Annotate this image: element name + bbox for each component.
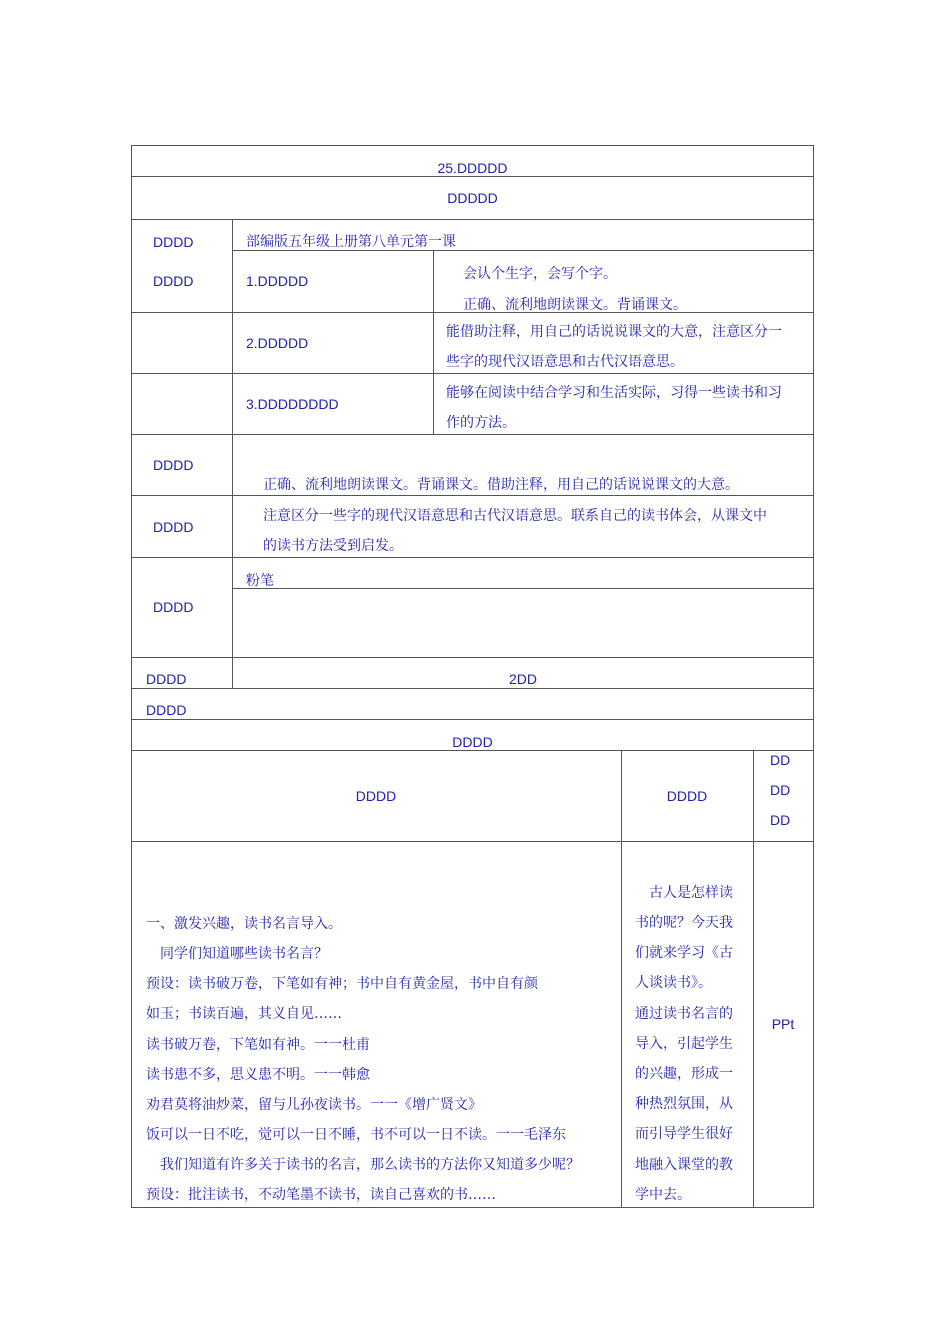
goal-3-line-2: 作的方法。	[446, 415, 516, 431]
intent-line: 导入，引起学生	[635, 1036, 733, 1052]
row-divider	[131, 495, 814, 496]
activity-line: 读书破万卷，下笔如有神。一一杜甫	[146, 1037, 370, 1053]
textbook-value: 部编版五年级上册第八单元第一课	[246, 234, 456, 250]
intent-line: 古人是怎样读	[635, 885, 733, 901]
difficult-points-line-2: 的读书方法受到启发。	[263, 538, 403, 554]
row-divider	[131, 557, 814, 558]
lesson-subtitle: DDDDD	[447, 190, 498, 206]
activity-line: 劝君莫将油炒菜，留与儿孙夜读书。一一《增广贤文》	[146, 1097, 482, 1113]
difficult-points-line-1: 注意区分一些字的现代汉语意思和古代汉语意思。联系自己的读书体会，从课文中	[263, 508, 767, 524]
activity-line: 同学们知道哪些读书名言？	[146, 946, 328, 962]
intent-line: 们就来学习《古	[635, 945, 733, 961]
row-divider	[131, 219, 814, 220]
textbook-label: DDDD	[153, 234, 194, 250]
intent-line: 书的呢？今天我	[635, 915, 733, 931]
activity-line: 预设：批注读书，不动笔墨不读书，读自己喜欢的书……	[146, 1187, 496, 1203]
row-divider	[131, 373, 814, 374]
class-hours-value: 2DD	[508, 671, 537, 687]
preparation-value: 粉笔	[246, 573, 274, 589]
goal-2-line-2: 些字的现代汉语意思和古代汉语意思。	[446, 354, 684, 370]
goal-2-line-1: 能借助注释，用自己的话说说课文的大意，注意区分一	[446, 324, 782, 340]
activity-line: 预设：读书破万卷，下笔如有神；书中自有黄金屋，书中自有颜	[146, 976, 538, 992]
goals-label: DDDD	[153, 273, 194, 289]
activity-line: 我们知道有许多关于读书的名言，那么读书的方法你又知道多少呢？	[146, 1157, 580, 1173]
intent-line: 人谈读书》。	[635, 975, 712, 991]
goal-1-line-1: 会认个生字，会写个字。	[463, 266, 617, 282]
lesson-title: 25.DDDDD	[437, 160, 508, 176]
intent-column-divider	[753, 750, 754, 1208]
table-border-bottom	[131, 1207, 814, 1208]
intent-column-header: DDDD	[666, 788, 708, 804]
goal-column-divider	[433, 250, 434, 434]
intent-line: 种热烈氛围，从	[635, 1096, 733, 1112]
intent-line: 地融入课堂的教	[635, 1157, 733, 1173]
media-column-header-line-3: DD	[770, 812, 791, 828]
preparation-label: DDDD	[153, 599, 194, 615]
goal-2-label: 2.DDDDD	[246, 335, 309, 351]
table-border-left	[131, 145, 132, 1208]
activity-column-divider	[621, 750, 622, 1208]
label-column-divider	[232, 219, 233, 688]
media-value: PPt	[771, 1016, 795, 1032]
intent-line: 而引导学生很好	[635, 1126, 733, 1142]
intent-line: 通过读书名言的	[635, 1006, 733, 1022]
activity-line: 一、激发兴趣，读书名言导入。	[146, 916, 342, 932]
intent-line: 的兴趣，形成一	[635, 1066, 733, 1082]
intent-line: 学中去。	[635, 1187, 691, 1203]
goal-1-line-2: 正确、流利地朗读课文。背诵课文。	[463, 297, 687, 313]
process-section-title: DDDD	[452, 734, 493, 750]
table-border-top	[131, 145, 814, 146]
row-divider	[232, 588, 814, 589]
goal-1-label: 1.DDDDD	[246, 273, 309, 289]
activity-line: 如玉；书读百遍，其义自见……	[146, 1006, 342, 1022]
row-divider	[131, 657, 814, 658]
row-divider	[131, 841, 814, 842]
goal-3-line-1: 能够在阅读中结合学习和生活实际，习得一些读书和习	[446, 385, 782, 401]
class-hours-label: DDDD	[146, 671, 187, 687]
activity-column-header: DDDD	[355, 788, 397, 804]
activity-line: 读书患不多，思义患不明。一一韩愈	[146, 1067, 370, 1083]
key-points-label: DDDD	[153, 457, 194, 473]
media-column-header-line-2: DD	[770, 782, 791, 798]
process-label: DDDD	[146, 702, 187, 718]
row-divider	[131, 719, 814, 720]
key-points-text: 正确、流利地朗读课文。背诵课文。借助注释，用自己的话说说课文的大意。	[263, 477, 739, 493]
row-divider	[131, 434, 814, 435]
goal-3-label: 3.DDDDDDDD	[246, 396, 339, 412]
media-column-header-line-1: DD	[770, 752, 791, 768]
activity-line: 饭可以一日不吃，觉可以一日不睡，书不可以一日不读。一一毛泽东	[146, 1127, 566, 1143]
difficult-points-label: DDDD	[153, 519, 194, 535]
